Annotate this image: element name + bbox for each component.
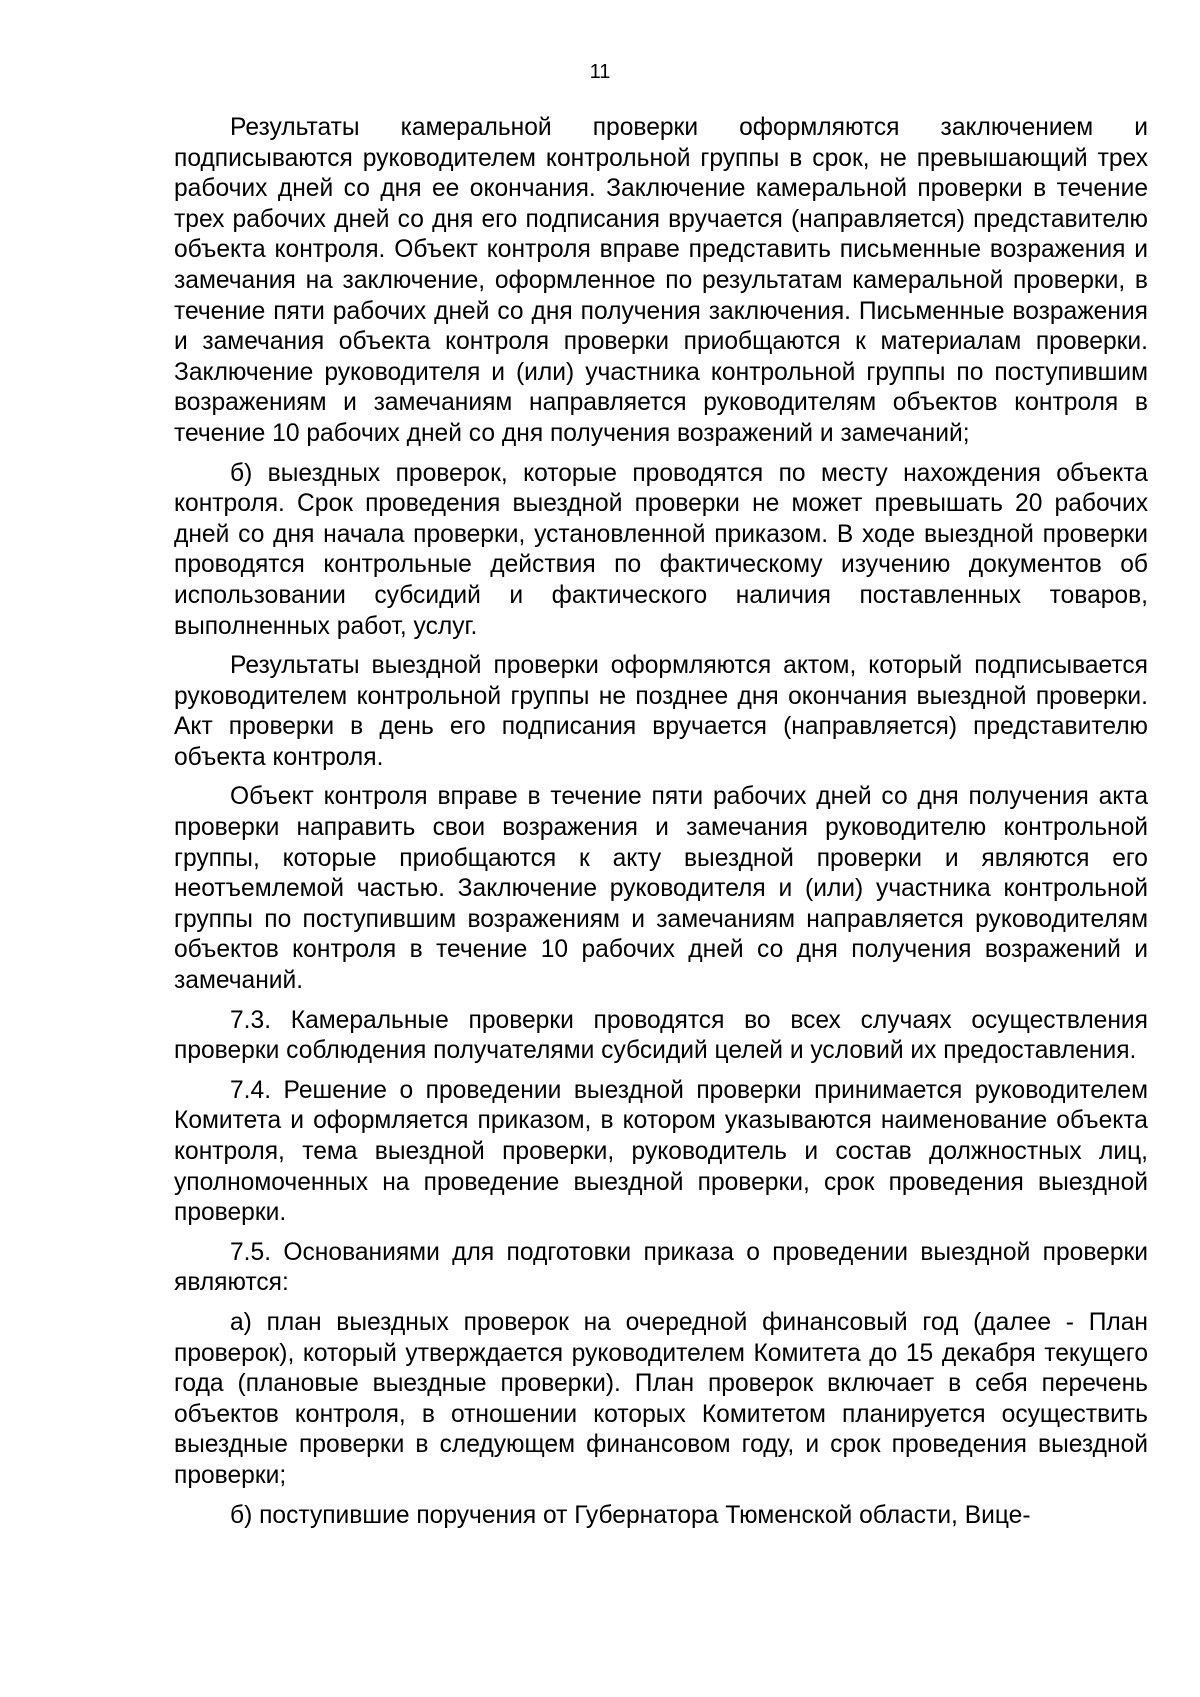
paragraph-field-inspections: б) выездных проверок, которые проводятся по месту нахождения объекта контроля. Срок проведения выездной проверки не может превышать 20 рабочих дней со дня начала проверки, установленной приказом. В ходе выездной проверки проводятся контрольные действия по фактическому изучению документов об использовании субсидий и фактического наличия поставленных товаров, выполненных работ, услуг.: [174, 459, 1148, 640]
document-body: [174, 113, 1148, 1540]
paragraph-7-4: 7.4. Решение о проведении выездной проверки принимается руководителем Комитета и оформляется приказом, в котором указываются наименование объекта контроля, тема выездной проверки, руководитель и состав должностных лиц, уполномоченных на проведение выездной проверки, срок проведения выездной проверки.: [174, 1076, 1148, 1227]
paragraph-objections: Объект контроля вправе в течение пяти рабочих дней со дня получения акта проверки направить свои возражения и замечания руководителю контрольной группы, которые приобщаются к акту выездной проверки и являются его неотъемлемой частью. Заключение руководителя и (или) участника контрольной группы по поступившим возражениям и замечаниям направляется руководителям объектов контроля в течение 10 рабочих дней со дня получения возражений и замечаний.: [174, 783, 1148, 995]
paragraph-7-5-b: б) поступившие поручения от Губернатора Тюменской области, Вице-: [230, 1501, 1031, 1529]
paragraph-field-results: Результаты выездной проверки оформляются актом, который подписывается руководителем контрольной группы не позднее дня окончания выездной проверки. Акт проверки в день его подписания вручается (направляется) представителю объекта контроля.: [174, 652, 1148, 771]
paragraph-cameral-results: Результаты камеральной проверки оформляются заключением и подписываются руководителем контрольной группы в срок, не превышающий трех рабочих дней со дня ее окончания. Заключение камеральной проверки в течение трех рабочих дней со дня его подписания вручается (направляется) представителю объекта контроля. Объект контроля вправе представить письменные возражения и замечания на заключение, оформленное по результатам камеральной проверки, в течение пяти рабочих дней со дня получения заключения. Письменные возражения и замечания объекта контроля проверки приобщаются к материалам проверки. Заключение руководителя и (или) участника контрольной группы по поступившим возражениям и замечаниям направляется руководителям объектов контроля в течение 10 рабочих дней со дня получения возражений и замечаний;: [174, 114, 1148, 447]
paragraph-7-5: 7.5. Основаниями для подготовки приказа о проведении выездной проверки являются:: [174, 1238, 1148, 1297]
page-number: 11: [589, 61, 611, 83]
paragraph-7-3: 7.3. Камеральные проверки проводятся во всех случаях осуществления проверки соблюдения получателями субсидий целей и условий их предоставления.: [174, 1006, 1148, 1065]
paragraph-7-5-a: а) план выездных проверок на очередной финансовый год (далее - План проверок), который утверждается руководителем Комитета до 15 декабря текущего года (плановые выездные проверки). План проверок включает в себя перечень объектов контроля, в отношении которых Комитетом планируется осуществить выездные проверки в следующем финансовом году, и срок проведения выездной проверки;: [174, 1308, 1148, 1489]
